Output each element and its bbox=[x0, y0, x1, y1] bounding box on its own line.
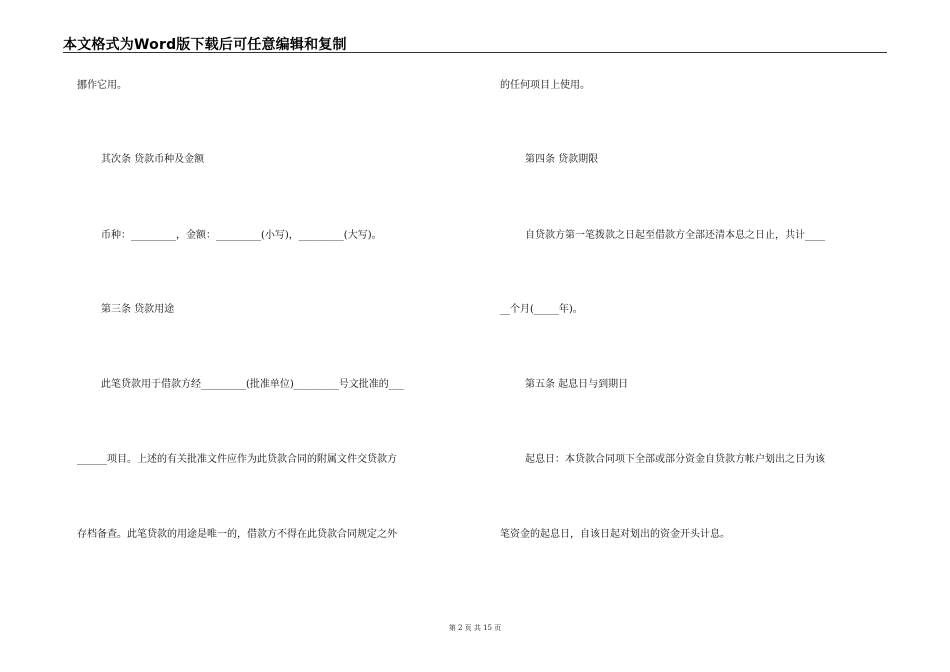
text-line: 此笔贷款用于借款方经_________(批准单位)_________号文批准的___ bbox=[101, 379, 404, 390]
article-heading: 其次条 贷款币种及金额 bbox=[101, 154, 205, 165]
text-line: ______项目。上述的有关批准文件应作为此贷款合同的附属文件交贷款方 bbox=[77, 454, 397, 465]
text-line: 挪作它用。 bbox=[77, 80, 127, 91]
right-column bbox=[498, 0, 888, 672]
text-line: 自贷款方第一笔拨款之日起至借款方全部还清本息之日止，共计____ bbox=[525, 230, 825, 241]
article-heading: 第四条 贷款期限 bbox=[525, 154, 599, 165]
text-line: 的任何项目上使用。 bbox=[500, 80, 590, 91]
text-line: 笔资金的起息日，自该日起对划出的资金开头计息。 bbox=[500, 529, 730, 540]
text-line: 存档备查。此笔贷款的用途是唯一的，借款方不得在此贷款合同规定之外 bbox=[77, 529, 397, 540]
text-line: 起息日：本贷款合同项下全部或部分资金自贷款方帐户划出之日为该 bbox=[525, 454, 825, 465]
page-number: 第 2 页 共 15 页 bbox=[448, 624, 502, 632]
article-heading: 第五条 起息日与到期日 bbox=[525, 379, 629, 390]
text-line: 币种：_________，金额：_________(小写)，_________(大写)。 bbox=[101, 230, 382, 241]
header-title: 本文格式为Word版下载后可任意编辑和复制 bbox=[63, 37, 347, 53]
left-column bbox=[63, 0, 463, 672]
article-heading: 第三条 贷款用途 bbox=[101, 304, 175, 315]
text-line: __个月(_____年)。 bbox=[500, 304, 583, 315]
